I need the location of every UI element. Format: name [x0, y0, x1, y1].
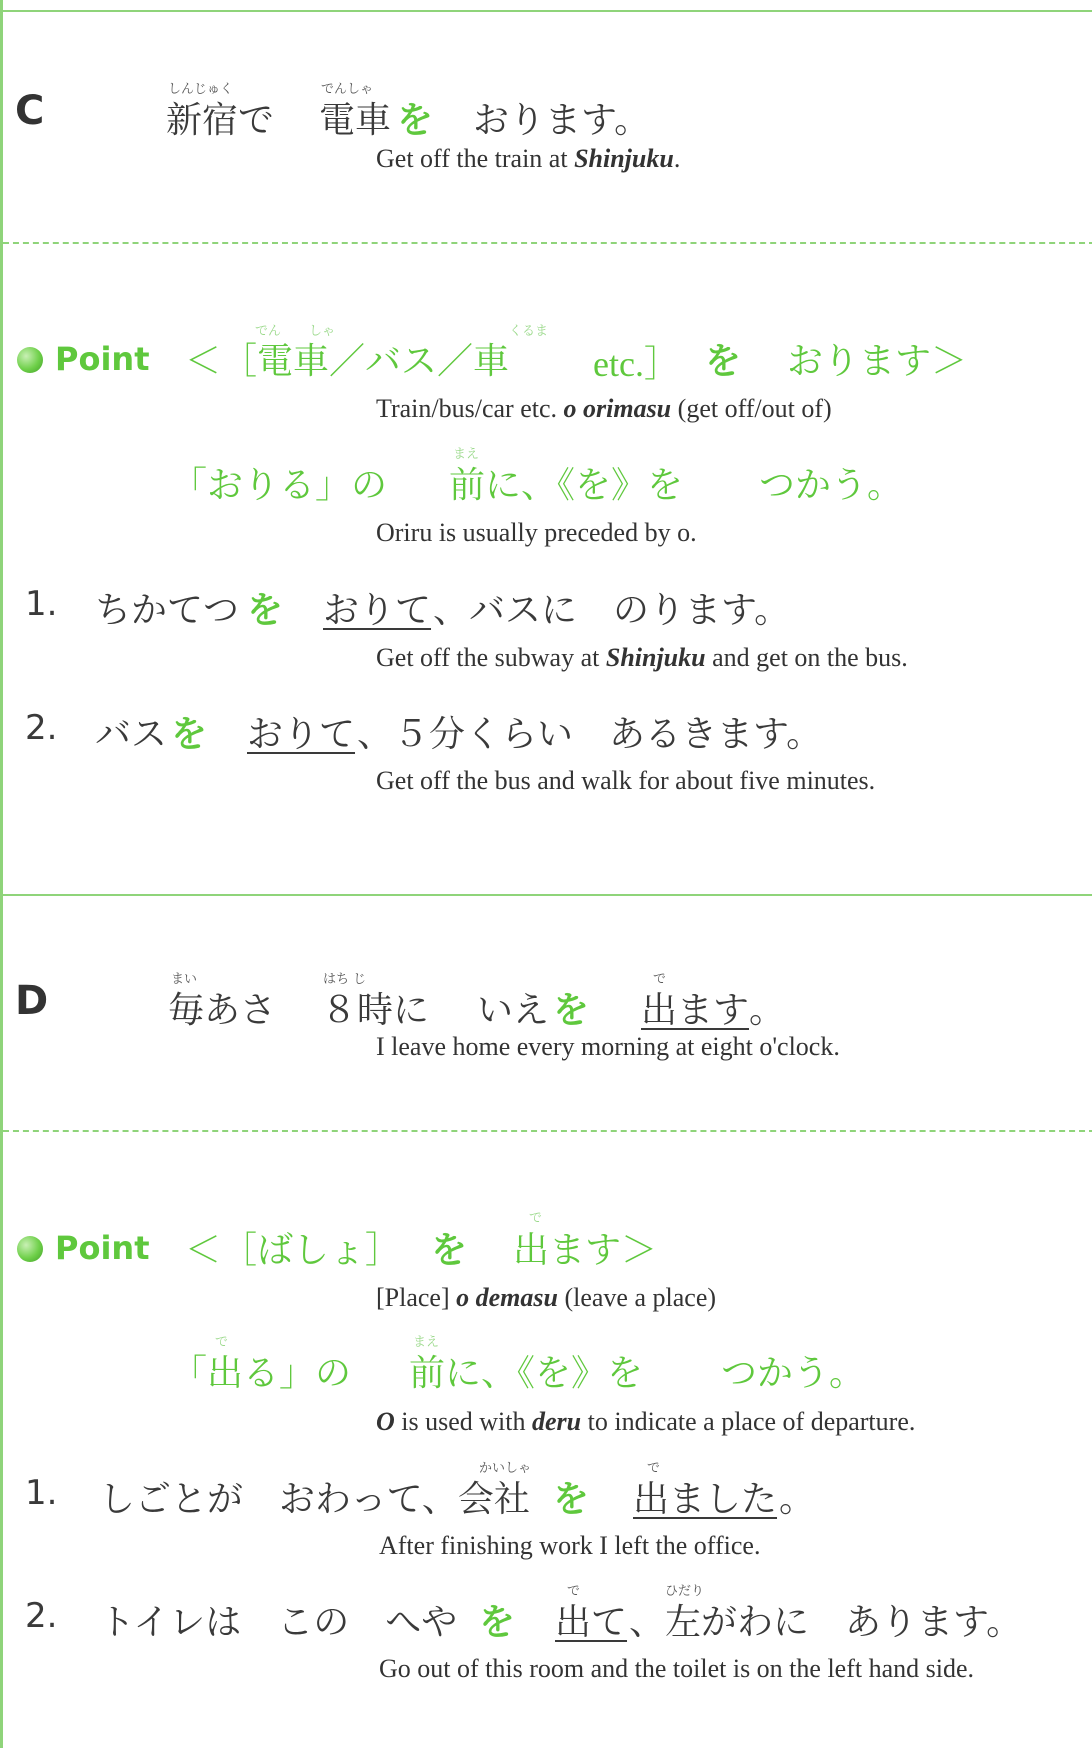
c-point-gloss	[376, 394, 832, 424]
c-example-1-gloss-end: and get on the bus.	[705, 643, 908, 672]
d-point-text: Point	[55, 1229, 150, 1267]
c-point-label	[17, 340, 149, 378]
green-bullet-icon	[17, 347, 43, 373]
c-word-densha: 電車	[319, 100, 392, 141]
d-example-2-c: 、左がわに あります。	[629, 1602, 1023, 1643]
c-rule-b: 前に、《を》を	[449, 465, 684, 506]
d-word-end: 。	[749, 990, 786, 1031]
c-point-pattern-a: ＜［電車／バス／車	[185, 341, 510, 382]
d-point-label	[17, 1229, 149, 1267]
d-rule-ruby-de: で	[215, 1335, 229, 1350]
d-rule-b: 前に、《を》を	[409, 1353, 644, 1394]
d-example-2-ruby-hidari: ひだり	[665, 1584, 705, 1599]
d-example-1-a: しごとが おわって、会社	[99, 1479, 530, 1520]
c-rule-a: 「おりる」の	[171, 465, 388, 506]
c-example-1-gloss-text: Get off the subway at	[376, 643, 606, 672]
d-rule-gloss-emphasis-2: deru	[532, 1407, 582, 1436]
c-translation	[376, 144, 680, 174]
d-point-gloss-text: [Place]	[376, 1283, 457, 1312]
c-point-ruby-sha: しゃ	[309, 324, 336, 339]
c-rule-gloss: Oriru is usually preceded by o.	[376, 518, 697, 547]
c-example-2-c: 、５分くらい あるきます。	[357, 714, 823, 755]
d-point-gloss-end: (leave a place)	[557, 1283, 717, 1312]
c-example-1-gloss	[376, 643, 908, 673]
d-example-2-number: 2.	[25, 1596, 58, 1636]
d-word-maiasa: 毎あさ	[168, 990, 277, 1031]
c-example-1-b: おりて	[323, 590, 432, 631]
d-example-2-b: 出て	[555, 1602, 628, 1643]
c-point-text: Point	[55, 340, 150, 378]
ruby-de: で	[653, 972, 667, 987]
c-example-1-gloss-emphasis: Shinjuku	[605, 643, 706, 672]
d-point-gloss	[376, 1283, 716, 1313]
d-rule-gloss-emphasis-1: O	[376, 1407, 395, 1436]
d-example-1-ruby-kaisha: かいしゃ	[479, 1461, 532, 1476]
ruby-mai: まい	[171, 972, 198, 987]
c-example-2-number: 2.	[25, 708, 58, 748]
d-translation: I leave home every morning at eight o'clock.	[376, 1032, 840, 1061]
c-example-2-b: おりて	[247, 714, 356, 755]
d-point-ruby-de: で	[529, 1211, 543, 1226]
top-rule	[3, 10, 1092, 12]
ruby-hachiji: はち じ	[323, 972, 367, 987]
d-example-1-wo: を	[553, 1479, 590, 1520]
c-example-1-wo: を	[247, 590, 284, 631]
c-point-pattern-wo: を	[705, 341, 742, 382]
d-particle-wo: を	[553, 990, 590, 1031]
d-word-demasu: 出ます	[641, 990, 750, 1031]
c-particle-wo: を	[397, 100, 434, 141]
d-rule-gloss-text: is used with	[394, 1407, 533, 1436]
d-example-1-b: 出ました	[633, 1479, 778, 1520]
c-example-2-a: バス	[95, 714, 168, 755]
d-point-gloss-emphasis: o demasu	[456, 1283, 558, 1312]
d-rule-a: 「出る」の	[171, 1353, 352, 1394]
d-word-hachiji: ８時に	[321, 990, 430, 1031]
d-point-pattern-a: ＜［ばしょ］	[185, 1230, 402, 1271]
d-example-1-number: 1.	[25, 1473, 58, 1513]
d-example-2-a: トイレは この へや	[99, 1602, 458, 1643]
d-example-2-wo: を	[479, 1602, 516, 1643]
c-word-shinjuku-de: 新宿で	[166, 100, 275, 141]
green-bullet-icon	[17, 1236, 43, 1262]
d-rule-gloss-end: to indicate a place of departure.	[581, 1407, 916, 1436]
d-example-2-gloss: Go out of this room and the toilet is on the left hand side.	[379, 1654, 975, 1683]
c-point-gloss-end: (get off/out of)	[671, 394, 832, 423]
c-example-1-number: 1.	[25, 584, 58, 624]
d-point-pattern-wo: を	[431, 1230, 468, 1271]
d-example-1-ruby-de: で	[647, 1461, 661, 1476]
c-translation-emphasis: Shinjuku	[574, 144, 674, 173]
d-example-1-gloss: After finishing work I left the office.	[379, 1531, 761, 1560]
c-point-ruby-den: でん	[255, 324, 282, 339]
c-rule-c: つかう。	[759, 465, 904, 506]
c-example-1-c: 、バスに のります。	[433, 590, 791, 631]
c-point-pattern-etc: etc.］	[593, 344, 680, 384]
ruby-shinjuku: しんじゅく	[168, 82, 234, 97]
c-rule-ruby-mae: まえ	[453, 447, 480, 462]
c-example-2-gloss: Get off the bus and walk for about five minutes.	[376, 766, 876, 795]
c-example-1-a: ちかてつ	[95, 590, 240, 631]
ruby-densha: でんしゃ	[321, 82, 374, 97]
c-translation-end: .	[673, 144, 681, 173]
c-dashed-divider	[3, 242, 1092, 244]
c-example-2-wo: を	[171, 714, 208, 755]
c-point-gloss-emphasis: o orimasu	[563, 394, 672, 423]
d-rule-ruby-mae: まえ	[413, 1335, 440, 1350]
section-c-letter: C	[15, 88, 45, 134]
d-dashed-divider	[3, 1130, 1092, 1132]
section-d-letter: D	[15, 978, 49, 1024]
d-word-ie: いえ	[477, 990, 550, 1031]
section-divider	[3, 894, 1092, 896]
d-example-2-ruby-de: で	[567, 1584, 581, 1599]
d-rule-gloss	[376, 1407, 915, 1437]
c-point-pattern-end: おります＞	[787, 341, 968, 382]
c-translation-text: Get off the train at	[376, 144, 575, 173]
d-point-pattern-end: 出ます＞	[513, 1230, 658, 1271]
d-example-1-c: 。	[779, 1479, 816, 1520]
c-word-orimasu: おります。	[473, 100, 651, 141]
c-point-ruby-kuruma: くるま	[509, 324, 549, 339]
c-point-gloss-text: Train/bus/car etc.	[376, 394, 564, 423]
d-rule-c: つかう。	[721, 1353, 866, 1394]
